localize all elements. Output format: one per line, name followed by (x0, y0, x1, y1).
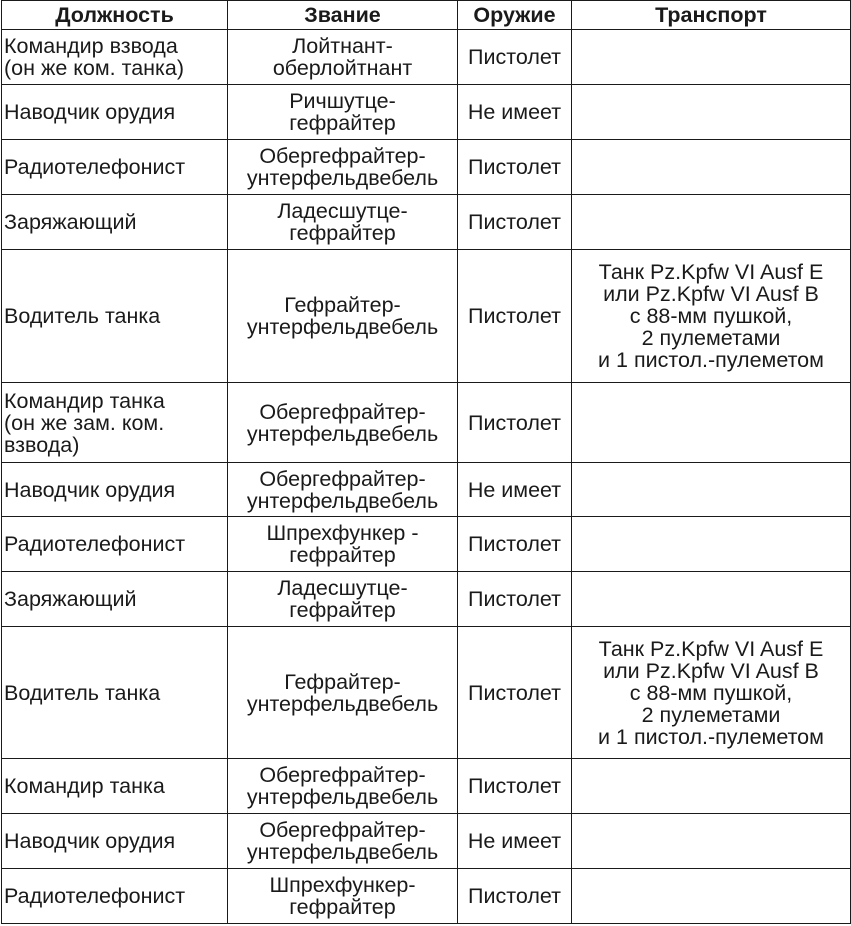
cell-position: Радиотелефонист (2, 869, 228, 924)
header-transport: Транспорт (572, 1, 851, 30)
table-row (2, 85, 851, 140)
header-weapon: Оружие (458, 1, 572, 30)
cell-rank: Ладесшутце- гефрайтер (228, 572, 458, 627)
cell-rank: Обергефрайтер- унтерфельдвебель (228, 814, 458, 869)
cell-position: Командир танка (2, 759, 228, 814)
cell-position: Наводчик орудия (2, 463, 228, 517)
cell-weapon: Пистолет (458, 517, 572, 572)
cell-transport (572, 195, 851, 250)
cell-rank: Гефрайтер- унтерфельдвебель (228, 627, 458, 759)
cell-transport (572, 814, 851, 869)
cell-weapon: Пистолет (458, 627, 572, 759)
cell-weapon: Пистолет (458, 195, 572, 250)
cell-position: Командир взвода (он же ком. танка) (2, 30, 228, 85)
header-row (2, 1, 851, 30)
cell-transport (572, 85, 851, 140)
crew-table (1, 0, 851, 924)
cell-transport (572, 140, 851, 195)
cell-rank: Шпрехфункер- гефрайтер (228, 869, 458, 924)
table-row (2, 517, 851, 572)
cell-transport: Танк Pz.Kpfw VI Ausf E или Pz.Kpfw VI Ausf B с 88-мм пушкой, 2 пулеметами и 1 пистол.-пулеметом (572, 627, 851, 759)
table-row (2, 814, 851, 869)
cell-position: Водитель танка (2, 627, 228, 759)
table-row (2, 627, 851, 759)
cell-transport (572, 30, 851, 85)
cell-position: Наводчик орудия (2, 85, 228, 140)
table-row (2, 30, 851, 85)
cell-rank: Ладесшутце- гефрайтер (228, 195, 458, 250)
cell-position: Радиотелефонист (2, 140, 228, 195)
cell-rank: Обергефрайтер- унтерфельдвебель (228, 383, 458, 463)
cell-position: Заряжающий (2, 195, 228, 250)
table-row (2, 195, 851, 250)
header-rank: Звание (228, 1, 458, 30)
cell-position: Командир танка (он же зам. ком. взвода) (2, 383, 228, 463)
cell-weapon: Не имеет (458, 85, 572, 140)
cell-weapon: Пистолет (458, 250, 572, 383)
cell-transport (572, 517, 851, 572)
cell-rank: Ричшутце- гефрайтер (228, 85, 458, 140)
table-row (2, 140, 851, 195)
cell-weapon: Не имеет (458, 463, 572, 517)
cell-position: Радиотелефонист (2, 517, 228, 572)
cell-rank: Лойтнант- оберлойтнант (228, 30, 458, 85)
cell-transport (572, 869, 851, 924)
cell-transport: Танк Pz.Kpfw VI Ausf E или Pz.Kpfw VI Ausf B с 88-мм пушкой, 2 пулеметами и 1 пистол.-пулеметом (572, 250, 851, 383)
cell-rank: Гефрайтер- унтерфельдвебель (228, 250, 458, 383)
cell-transport (572, 572, 851, 627)
cell-transport (572, 463, 851, 517)
cell-rank: Обергефрайтер- унтерфельдвебель (228, 140, 458, 195)
table-row (2, 759, 851, 814)
cell-rank: Шпрехфункер - гефрайтер (228, 517, 458, 572)
table-row (2, 572, 851, 627)
header-position: Должность (2, 1, 228, 30)
cell-rank: Обергефрайтер- унтерфельдвебель (228, 759, 458, 814)
table-row (2, 250, 851, 383)
cell-transport (572, 759, 851, 814)
cell-position: Водитель танка (2, 250, 228, 383)
cell-position: Заряжающий (2, 572, 228, 627)
table-row (2, 383, 851, 463)
cell-position: Наводчик орудия (2, 814, 228, 869)
cell-weapon: Пистолет (458, 759, 572, 814)
cell-weapon: Пистолет (458, 869, 572, 924)
cell-transport (572, 383, 851, 463)
cell-weapon: Пистолет (458, 140, 572, 195)
cell-weapon: Пистолет (458, 30, 572, 85)
table-row (2, 463, 851, 517)
cell-weapon: Не имеет (458, 814, 572, 869)
cell-weapon: Пистолет (458, 572, 572, 627)
cell-weapon: Пистолет (458, 383, 572, 463)
table-row (2, 869, 851, 924)
cell-rank: Обергефрайтер- унтерфельдвебель (228, 463, 458, 517)
